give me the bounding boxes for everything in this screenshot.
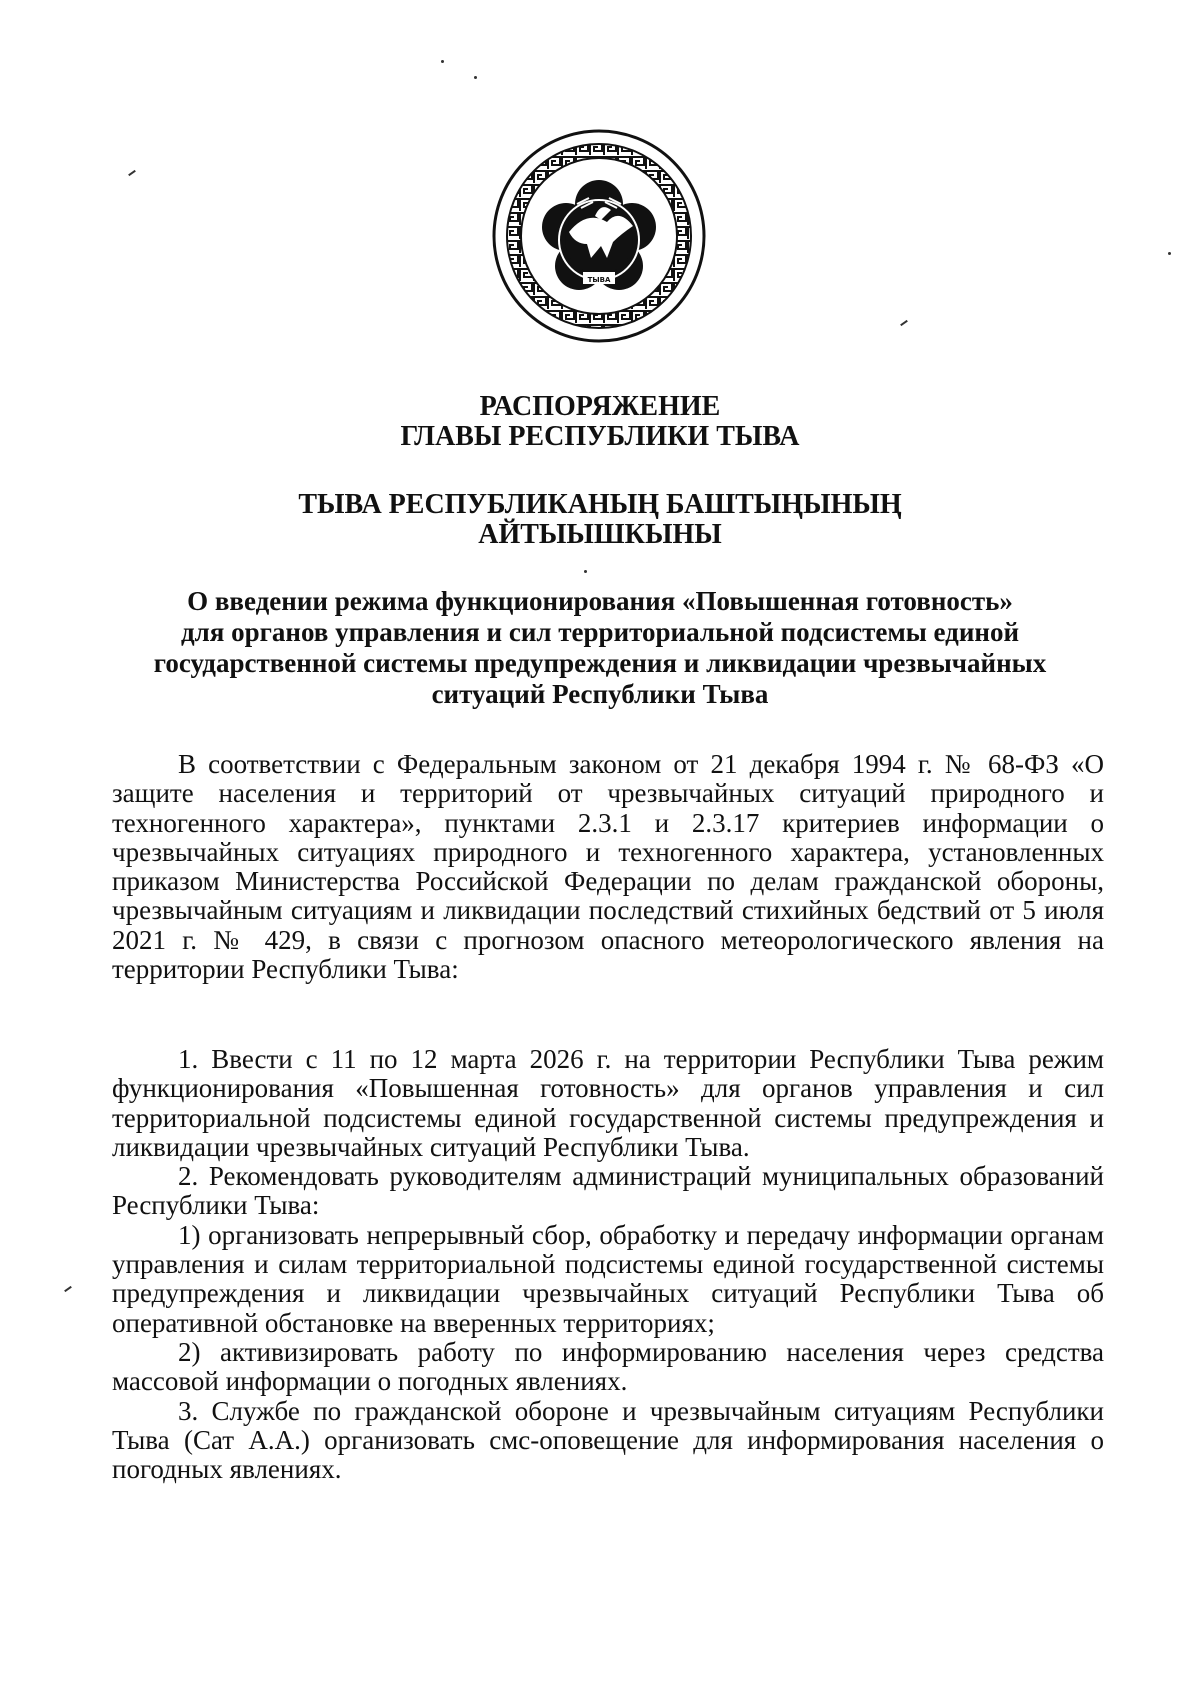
item-1: 1. Ввести с 11 по 12 марта 2026 г. на территории Республики Тыва режим функционирования «Повышенная готовность» для органов управления и сил территориальной подсистемы единой государственной системы предупреждения и ликвидации чрезвычайных ситуаций Республики Тыва. [112, 1044, 1104, 1162]
document-title [120, 392, 1080, 452]
document-subject [130, 586, 1070, 710]
tuvan-title-line-2: АЙТЫЫШКЫНЫ [478, 519, 722, 550]
item-2-subitem-2: 2) активизировать работу по информированию населения через средства массовой информации о погодных явлениях. [112, 1336, 1104, 1397]
scan-speck [64, 1286, 72, 1292]
document-title-tuvan [120, 490, 1080, 550]
scan-speck [900, 320, 908, 326]
item-2: 2. Рекомендовать руководителям администраций муниципальных образований Республики Тыва: [112, 1161, 1104, 1221]
subject-line-1: О введении режима функционирования «Повышенная готовность» [187, 586, 1013, 616]
subject-line-3: государственной системы предупреждения и ликвидации чрезвычайных [153, 648, 1047, 678]
scan-speck [584, 570, 587, 573]
scan-speck [474, 76, 477, 79]
preamble-paragraph: В соответствии с Федеральным законом от 21 декабря 1994 г. № 68-ФЗ «О защите населения и территорий от чрезвычайных ситуаций природного и техногенного характера», пунктами 2.3.1 и 2.3.17 критериев информации о чрезвычайных ситуациях природного и техногенного характера, установленных приказом Министерства Российской Федерации по делам гражданской обороны, чрезвычайным ситуациям и ликвидации последствий стихийных бедствий от 5 июля 2021 г. № 429, в связи с прогнозом опасного метеорологического явления на территории Республики Тыва: [112, 749, 1104, 985]
tuvan-title-line-1: ТЫВА РЕСПУБЛИКАНЫҢ БАШТЫҢЫНЫҢ [298, 489, 902, 520]
item-2-subitem-1: 1) организовать непрерывный сбор, обработку и передачу информации органам управления и силам территориальной подсистемы единой государственной системы предупреждения и ликвидации чрезвычайных ситуаций Республики Тыва об оперативной обстановке на вверенных территориях; [112, 1219, 1104, 1338]
title-line-2: ГЛАВЫ РЕСПУБЛИКИ ТЫВА [400, 421, 800, 452]
subject-line-2: для органов управления и сил территориальной подсистемы единой [180, 617, 1020, 647]
tuva-coat-of-arms-icon [491, 128, 707, 344]
scan-speck [1168, 252, 1171, 255]
scan-speck [128, 170, 136, 176]
order-items [112, 1045, 1104, 1484]
scan-speck [441, 60, 444, 63]
item-3: 3. Службе по гражданской обороне и чрезвычайным ситуациям Республики Тыва (Сат А.А.) организовать смс-оповещение для информирования населения о погодных явлениях. [112, 1395, 1104, 1485]
title-line-1: РАСПОРЯЖЕНИЕ [479, 391, 721, 422]
preamble-block [112, 750, 1104, 984]
subject-line-4: ситуаций Республики Тыва [431, 679, 769, 709]
emblem-inscription: ТЫВА [587, 276, 611, 284]
